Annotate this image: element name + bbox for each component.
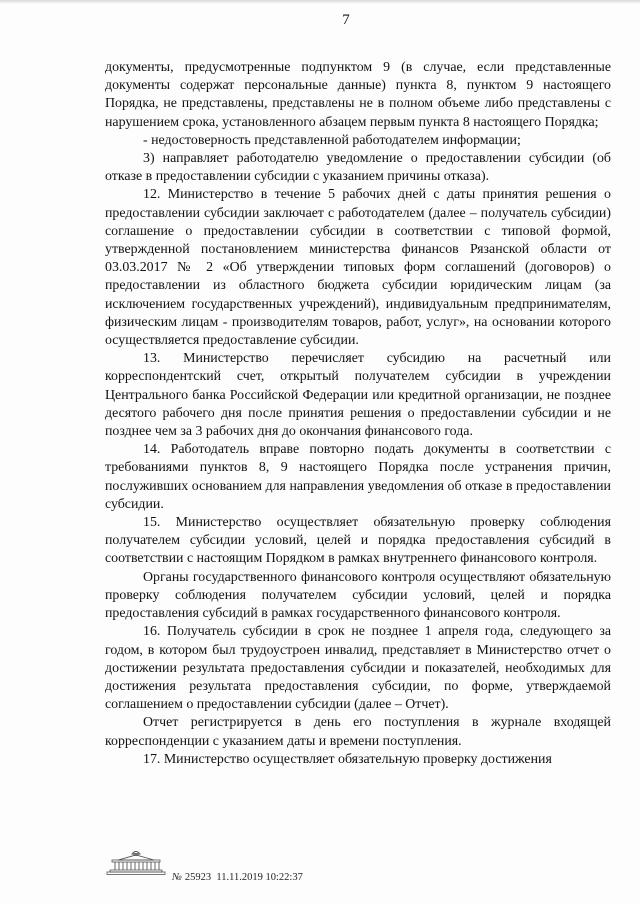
paragraph: 14. Работодатель вправе повторно подать документы в соответствии с требованиями пунктов 8, 9 настоящего Порядка после устранения причин, послуживших основанием для направления уведомления об отказе в предоставлении субсидии. [105, 442, 611, 512]
paragraph: - недостоверность представленной работодателем информации; [143, 132, 521, 148]
paragraph: 15. Министерство осуществляет обязательную проверку соблюдения получателем субсидии условий, целей и порядка предоставления субсидий в соответствии с настоящим Порядком в рамках внутреннего финансового контроля. [105, 515, 611, 567]
document-body [105, 59, 611, 769]
document-datetime: 11.11.2019 10:22:37 [216, 872, 303, 883]
paragraph: 3) направляет работодателю уведомление о предоставлении субсидии (об отказе в предоставлении субсидии с указанием причины отказа). [105, 151, 611, 185]
document-registration-stamp [172, 872, 303, 883]
government-building-emblem-icon [104, 848, 168, 876]
numero-sign: № [172, 872, 182, 883]
paragraph: 16. Получатель субсидии в срок не позднее 1 апреля года, следующего за годом, в котором был трудоустроен инвалид, представляет в Министерство отчет о достижении результата предоставления субсидии и показателей, необходимых для достижения результата предоставления субсидии, по форме, утверждаемой соглашением о предоставлении субсидии (далее – Отчет). [105, 624, 611, 713]
paragraph: 12. Министерство в течение 5 рабочих дней с даты принятия решения о предоставлении субсидии заключает с работодателем (далее – получатель субсидии) соглашение о предоставлении субсидии в соответствии с типовой формой, утвержденной постановлением министерства финансов Рязанской области от 03.03.2017 № 2 «Об утверждении типовых форм соглашений (договоров) о предоставлении из областного бюджета субсидии юридическим лицам (за исключением государственных учреждений), индивидуальным предпринимателям, физическим лицам - производителям товаров, работ, услуг», на основании которого осуществляется предоставление субсидии. [105, 187, 611, 349]
document-number: 25923 [184, 872, 212, 883]
paragraph: Отчет регистрируется в день его поступления в журнале входящей корреспонденции с указанием даты и времени поступления. [105, 715, 611, 749]
paragraph: 17. Министерство осуществляет обязательную проверку достижения [143, 751, 552, 767]
paragraph: Органы государственного финансового контроля осуществляют обязательную проверку соблюдения получателем субсидии условий, целей и порядка предоставления субсидий в рамках государственного финансового контроля. [105, 569, 611, 622]
paragraph: 13. Министерство перечисляет субсидию на расчетный или корреспондентский счет, открытый получателем субсидии в учреждении Центрального банка Российской Федерации или кредитной организации, не позднее десятого рабочего дня после принятия решения о предоставлении субсидии и не позднее чем за 3 рабочих дня до окончания финансового года. [105, 351, 611, 440]
scan-edge [0, 0, 640, 4]
page-number: 7 [342, 12, 350, 28]
paragraph: документы, предусмотренные подпунктом 9 (в случае, если представленные документы содержат персональные данные) пункта 8, пунктом 9 настоящего Порядка, не представлены, представлены не в полном объеме либо представлены с нарушением срока, установленного абзацем первым пункта 8 настоящего Порядка; [105, 60, 611, 130]
